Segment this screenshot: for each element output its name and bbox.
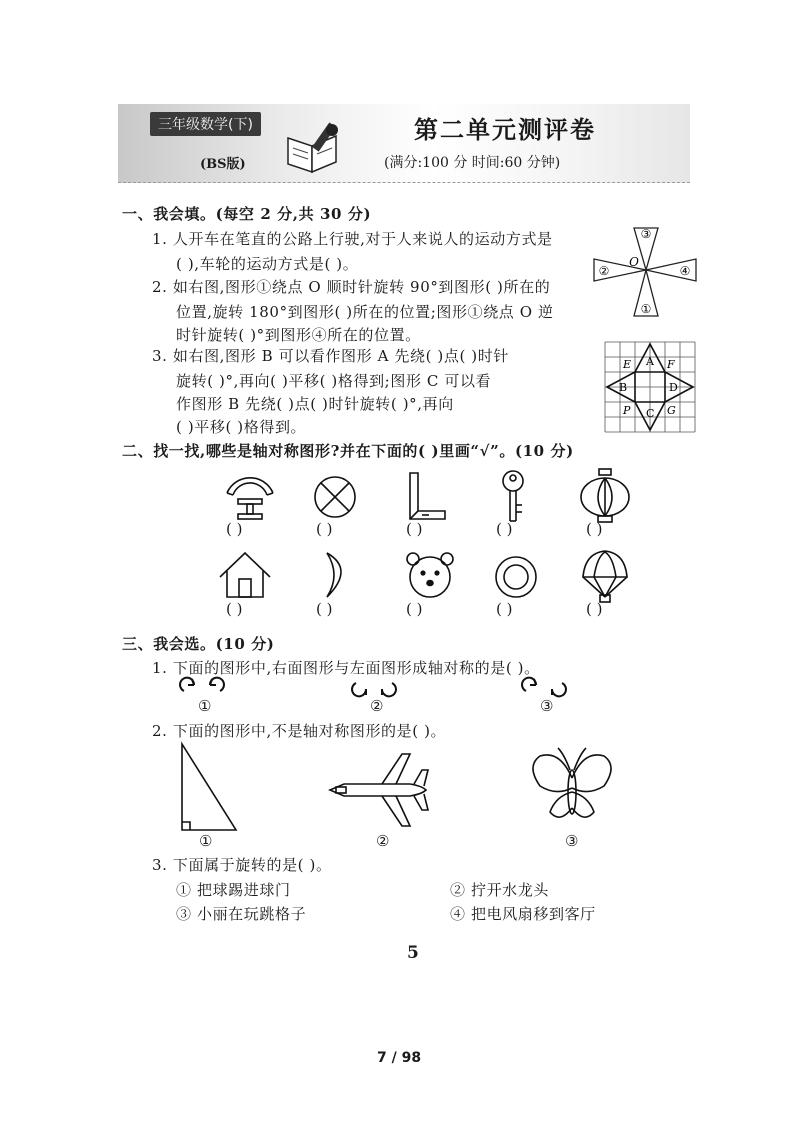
answer-box-bear[interactable]: ( ) [406,600,423,618]
s3-question-1: 1. 下面的图形中,右面图形与左面图形成轴对称的是( )。 [152,659,540,677]
label-b: B [619,381,628,394]
label-g: G [667,404,676,417]
answer-box-lantern[interactable]: ( ) [586,520,603,538]
q3-line-2: 旋转( )°,再向( )平移( )格得到;图形 C 可以看 [176,372,492,390]
q1-option-2[interactable]: ② [370,697,384,715]
answer-box-arch[interactable]: ( ) [226,520,243,538]
answer-box-house[interactable]: ( ) [226,600,243,618]
section1-heading: 一、我会填。(每空 2 分,共 30 分) [122,205,372,223]
label-f: F [667,358,675,371]
q2-option-1[interactable]: ① [199,832,213,850]
q2-line-3: 时针旋转( )°到图形④所在的位置。 [176,326,421,344]
q1-line-1: 1. 人开车在笔直的公路上行驶,对于人来说人的运动方式是 [152,230,553,248]
label-e: E [623,358,632,371]
answer-box-parachute[interactable]: ( ) [586,600,603,618]
label-p: P [623,404,631,417]
label-4: ④ [679,264,691,278]
pdf-page-indicator: 7 / 98 [377,1050,422,1066]
q1-option-figures [170,675,590,699]
section3-heading: 三、我会选。(10 分) [122,635,275,653]
q1-figure-1 [180,678,224,691]
q2-right-triangle [182,744,236,830]
q2-option-figures [170,740,630,850]
circle-x-shape [315,477,355,517]
page-title: 第二单元测评卷 [414,115,596,144]
house-shape [220,553,270,597]
crescent-shape [327,553,341,597]
answer-box-ring[interactable]: ( ) [496,600,513,618]
rotation-figure [590,222,702,322]
q2-option-3[interactable]: ③ [565,832,579,850]
parachute-shape [583,551,627,602]
label-c: C [646,407,655,420]
q2-line-1: 2. 如右图,图形①绕点 O 顺时针旋转 90°到图形( )所在的 [152,278,551,296]
key-shape [503,471,523,521]
l-shape [410,473,445,519]
q3-choice-4[interactable]: ④ 把电风扇移到客厅 [450,905,596,923]
q3-choice-3[interactable]: ③ 小丽在玩跳格子 [176,905,307,923]
ring-shape [496,557,536,597]
label-o: O [629,255,639,269]
edition-label: (BS版) [200,157,246,172]
book-pencil-icon [282,118,352,176]
q3-choice-1[interactable]: ① 把球踢进球门 [176,881,291,899]
answer-box-crescent[interactable]: ( ) [316,600,333,618]
symmetry-shapes [205,465,655,615]
q1-figure-3 [522,678,566,697]
q3-line-4: ( )平移( )格得到。 [176,418,307,436]
q3-line-1: 3. 如右图,图形 B 可以看作图形 A 先绕( )点( )时针 [152,347,509,365]
label-a: A [646,355,654,368]
label-3: ③ [640,227,652,241]
q2-butterfly [533,748,611,817]
bear-face-shape [407,553,453,597]
section2-heading: 二、找一找,哪些是轴对称图形?并在下面的( )里画“√”。(10 分) [122,442,574,460]
q1-line-2: ( ),车轮的运动方式是( )。 [176,255,359,273]
lantern-shape [581,469,629,522]
exam-info: (满分:100 分 时间:60 分钟) [384,155,561,171]
q3-line-3: 作图形 B 先绕( )点( )时针旋转( )°,再向 [176,395,454,413]
label-1: ① [640,302,652,316]
q1-option-3[interactable]: ③ [540,697,554,715]
q1-option-1[interactable]: ① [198,697,212,715]
arch-shape [227,478,273,519]
s3-question-3: 3. 下面属于旋转的是( )。 [152,856,332,874]
answer-box-circle-x[interactable]: ( ) [316,520,333,538]
q1-figure-2 [352,683,396,696]
q2-option-2[interactable]: ② [376,832,390,850]
answer-box-key[interactable]: ( ) [496,520,513,538]
page-number: 5 [407,943,419,963]
s3-question-2: 2. 下面的图形中,不是轴对称图形的是( )。 [152,722,447,740]
label-2: ② [598,264,610,278]
label-d: D [669,381,678,394]
q2-airplane [330,754,428,826]
q3-choice-2[interactable]: ② 拧开水龙头 [450,881,549,899]
answer-box-l-shape[interactable]: ( ) [406,520,423,538]
grade-badge: 三年级数学(下) [150,112,261,136]
q2-line-2: 位置,旋转 180°到图形( )所在的位置;图形①绕点 O 逆 [176,303,554,321]
grid-figure [603,340,697,434]
